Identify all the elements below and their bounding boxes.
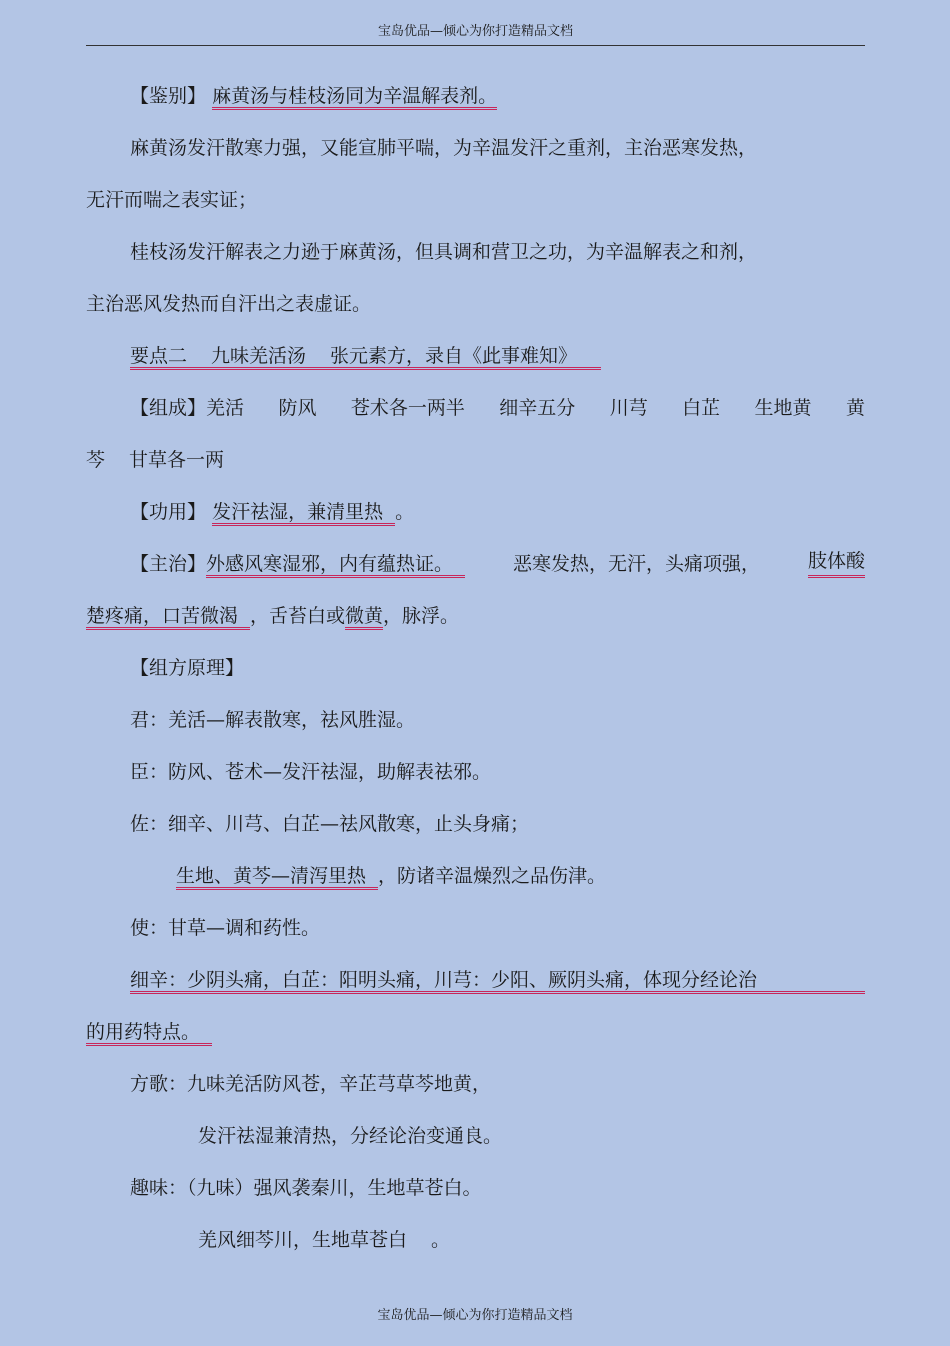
zhuzhi-syndrome-text: 外感风寒湿邪，内有蕴热证。 [206, 553, 454, 575]
ingredient: 羌活 [206, 397, 245, 419]
ingredient: 黄 [845, 397, 865, 419]
feature-underlined-2 [86, 1021, 212, 1046]
feature-text-2: 的用药特点。 [86, 1021, 201, 1043]
zhuzhi-first [130, 550, 465, 578]
quwei-line-2 [86, 1226, 865, 1254]
yaodian-heading-underlined [130, 345, 601, 370]
yaodian-label: 要点二 [130, 345, 188, 367]
zhuzhi-limbs: 肢体酸 [808, 550, 865, 578]
feature-line-2 [86, 1018, 865, 1046]
ingredient-last: 甘草各一两 [129, 449, 225, 471]
yaodian-heading [86, 342, 865, 370]
quwei-end: 。 [431, 1229, 451, 1251]
zhuzhi-tongue: ，舌苔白或 [250, 605, 346, 627]
jun-line: 君：羌活—解表散寒，祛风胜湿。 [130, 709, 416, 731]
page-header: 宝岛优品—倾心为你打造精品文档 [86, 20, 865, 46]
ingredient: 防风 [278, 397, 317, 419]
shi-line: 使：甘草—调和药性。 [130, 917, 321, 939]
zucheng-label-and-first [130, 394, 244, 422]
formula-name: 九味羌活汤 [211, 345, 307, 367]
feature-line-1 [86, 966, 865, 994]
chen-line: 臣：防风、苍术—发汗祛湿，助解表祛邪。 [130, 761, 492, 783]
fangge-label: 方歌： [130, 1073, 188, 1095]
fangge-verse-1: 九味羌活防风苍，辛芷芎草芩地黄， [187, 1073, 492, 1095]
zuo-herbs [176, 865, 378, 890]
mahuang-line-2: 无汗而喘之表实证； [86, 189, 258, 211]
zhuzhi-yellow: 微黄 [345, 605, 383, 630]
guizhi-line-1: 桂枝汤发汗解表之力逊于麻黄汤，但具调和营卫之功，为辛温解表之和剂， [130, 241, 758, 263]
feature-underlined-1: 细辛：少阴头痛，白芷：阳明头痛，川芎：少阳、厥阴头痛，体现分经论治 [130, 969, 865, 994]
zucheng-line-1 [86, 394, 865, 422]
fangge-line-2: 发汗祛湿兼清热，分经论治变通良。 [198, 1125, 503, 1147]
zhuzhi-line-1 [86, 550, 865, 578]
zhuzhi-symptoms: 恶寒发热，无汗，头痛项强， [513, 553, 761, 575]
zuo-line-2 [86, 862, 865, 890]
jianbie-line [86, 82, 865, 110]
formula-source: 张元素方，录自《此事难知》 [330, 345, 578, 367]
zhuzhi-pulse: ，脉浮。 [383, 605, 460, 627]
zhuzhi-pain-text: 楚疼痛，口苦微渴 [86, 605, 239, 627]
ingredient-cont: 芩 [86, 449, 106, 471]
yuanli-heading: 【组方原理】 [130, 657, 245, 679]
zuo-purpose: ，防诸辛温燥烈之品伤津。 [378, 865, 607, 887]
zhuzhi-line-2 [86, 602, 865, 630]
jianbie-summary: 麻黄汤与桂枝汤同为辛温解表剂。 [212, 85, 497, 110]
page-footer: 宝岛优品—倾心为你打造精品文档 [377, 1308, 573, 1323]
gongyong-end: 。 [395, 501, 415, 523]
zuo-line-1: 佐：细辛、川芎、白芷—祛风散寒，止头身痛； [130, 813, 530, 835]
zucheng-label: 【组成】 [130, 397, 207, 419]
quwei-label: 趣味： [130, 1177, 188, 1199]
gongyong-label: 【功用】 [130, 501, 207, 523]
guizhi-line-2: 主治恶风发热而自汗出之表虚证。 [86, 293, 372, 315]
zuo-herbs-text: 生地、黄芩—清泻里热 [176, 865, 367, 887]
quwei-verse-2: 羌风细芩川，生地草苍白 [198, 1229, 408, 1251]
ingredient: 白芷 [682, 397, 721, 419]
zhuzhi-pain [86, 605, 250, 630]
gongyong-text-content: 发汗祛湿，兼清里热 [212, 501, 384, 523]
ingredient: 生地黄 [754, 397, 812, 419]
gongyong-line [86, 498, 865, 526]
ingredient: 苍术各一两半 [350, 397, 465, 419]
quwei-line-1 [86, 1174, 865, 1202]
jianbie-label: 【鉴别】 [130, 85, 207, 107]
quwei-verse-1: （九味）强风袭秦川，生地草苍白。 [187, 1177, 482, 1199]
ingredient: 川芎 [609, 397, 648, 419]
zhuzhi-syndrome [206, 553, 465, 578]
ingredient: 细辛五分 [499, 397, 576, 419]
zhuzhi-label: 【主治】 [130, 553, 207, 575]
mahuang-line-1: 麻黄汤发汗散寒力强，又能宣肺平喘，为辛温发汗之重剂，主治恶寒发热， [130, 137, 758, 159]
zucheng-line-2 [86, 446, 865, 474]
fangge-line-1 [86, 1070, 865, 1098]
gongyong-text [212, 501, 395, 526]
